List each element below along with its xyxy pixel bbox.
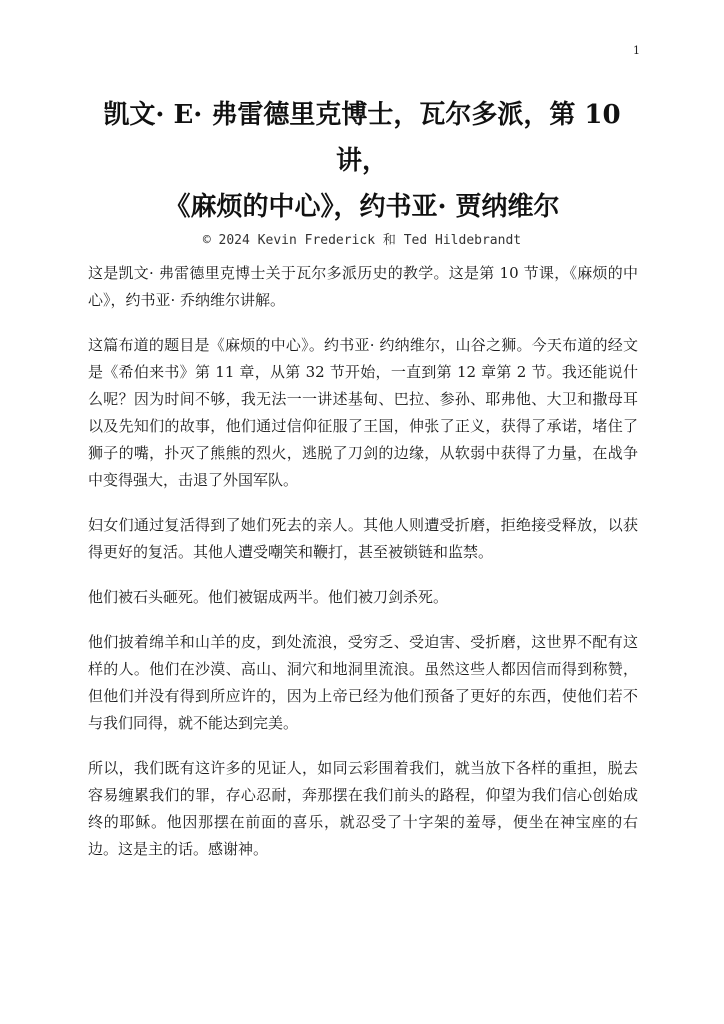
paragraph-4: 他们被石头砸死。他们被锯成两半。他们被刀剑杀死。 bbox=[88, 588, 449, 606]
paragraph-2: 这篇布道的题目是《麻烦的中心》。约书亚· 约纳维尔，山谷之狮。今天布道的经文是《希伯来书》第 11 章，从第 32 节开始，一直到第 12 章第 2 节。我还能说什么呢？因为时间不够，我无法一一讲述基甸、巴拉、参孙、耶弗他、大卫和撒母耳以及先知们的故事，他们通过信仰征服了王国，伸张了正义，获得了承诺，堵住了狮子的嘴，扑灭了熊熊的烈火，逃脱了刀剑的边缘，从软弱中获得了力量，在战争中变得强大，击退了外国军队。 bbox=[88, 336, 638, 489]
paragraph-1: 这是凯文· 弗雷德里克博士关于瓦尔多派历史的教学。这是第 10 节课，《麻烦的中心》，约书亚· 乔纳维尔讲解。 bbox=[88, 264, 638, 309]
paragraph-3: 妇女们通过复活得到了她们死去的亲人。其他人则遭受折磨，拒绝接受释放，以获得更好的复活。其他人遭受嘲笑和鞭打，甚至被锁链和监禁。 bbox=[88, 516, 638, 561]
title-line-1: 凯文· E· 弗雷德里克博士，瓦尔多派，第 10 讲， bbox=[103, 100, 621, 176]
body-text bbox=[88, 260, 638, 881]
page-number: 1 bbox=[633, 44, 640, 57]
paragraph-6: 所以，我们既有这许多的见证人，如同云彩围着我们，就当放下各样的重担，脱去容易缠累我们的罪，存心忍耐，奔那摆在我们前头的路程，仰望为我们信心创始成终的耶稣。他因那摆在前面的喜乐，就忍受了十字架的羞辱，便坐在神宝座的右边。这是主的话。感谢神。 bbox=[88, 759, 638, 858]
title-block bbox=[80, 92, 644, 250]
document-title bbox=[80, 92, 644, 230]
copyright-line: © 2024 Kevin Frederick 和 Ted Hildebrandt bbox=[202, 233, 522, 248]
paragraph-5: 他们披着绵羊和山羊的皮，到处流浪，受穷乏、受迫害、受折磨，这世界不配有这样的人。他们在沙漠、高山、洞穴和地洞里流浪。虽然这些人都因信而得到称赞，但他们并没有得到所应许的，因为上帝已经为他们预备了更好的东西，使他们若不与我们同得，就不能达到完美。 bbox=[88, 633, 638, 732]
title-line-2: 《麻烦的中心》，约书亚· 贾纳维尔 bbox=[164, 192, 560, 222]
